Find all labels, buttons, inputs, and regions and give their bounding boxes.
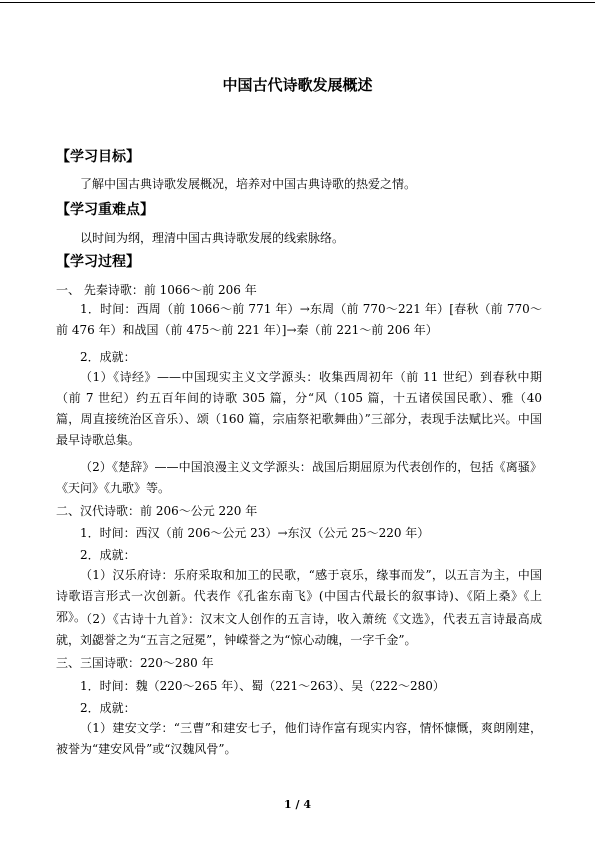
- goal-text: 了解中国古典诗歌发展概况，培养对中国古典诗歌的热爱之情。: [80, 177, 417, 191]
- yuefu-paragraph: （1）汉乐府诗：乐府采取和加工的民歌，“感于哀乐，缘事而发”，以五言为主，中国诗歌语言形式一次创新。代表作《孔雀东南飞》(中国古代最长的叙事诗)、《陌上桑》《上邪》。: [56, 568, 542, 624]
- page-title: 中国古代诗歌发展概述: [222, 76, 373, 94]
- key-text: 以时间为纲，理清中国古典诗歌发展的线索脉络。: [80, 231, 345, 245]
- page-number: 1 / 4: [284, 798, 311, 811]
- nineteen-poems-paragraph: （2）《古诗十九首》：汉末文人创作的五言诗，收入萧统《文选》，代表五言诗最高成就，刘勰誉之为“五言之冠冕”，钟嵘誉之为“惊心动魄，一字千金”。: [56, 612, 542, 647]
- key-heading: 【学习重难点】: [56, 202, 154, 218]
- three-kingdoms-time: 1．时间：魏（220～265 年）、蜀（221～263）、吴（222～280）: [80, 679, 445, 693]
- section-pre-qin: 一、 先秦诗歌：前 1066～前 206 年: [56, 283, 257, 297]
- header-rule: [0, 2, 595, 3]
- process-heading: 【学习过程】: [56, 254, 140, 270]
- three-kingdoms-achievement-label: 2．成就：: [80, 701, 136, 715]
- section-three-kingdoms: 三、三国诗歌：220～280 年: [56, 656, 214, 670]
- han-achievement-label: 2．成就：: [80, 548, 136, 562]
- han-time: 1．时间：西汉（前 206～公元 23）→东汉（公元 25～220 年）: [80, 526, 430, 540]
- pre-qin-time: 1．时间：西周（前 1066～前 771 年）→东周（前 770～221 年）[春秋（前 770～前 476 年）和战国（前 475～前 221 年）]→秦（前 221～前 206 年）: [56, 302, 542, 337]
- goal-heading: 【学习目标】: [56, 149, 140, 165]
- chuci-paragraph: （2）《楚辞》——中国浪漫主义文学源头：战国后期屈原为代表创作的，包括《离骚》《天问》《九歌》等。: [56, 460, 542, 495]
- jian-an-paragraph: （1）建安文学：“三曹”和建安七子，他们诗作富有现实内容，情怀慷慨，爽朗刚建，被誉为“建安风骨”或“汉魏风骨”。: [56, 721, 542, 756]
- shijing-paragraph: （1）《诗经》——中国现实主义文学源头：收集西周初年（前 11 世纪）到春秋中期（前 7 世纪）约五百年间的诗歌 305 篇，分“风（105 篇，十五诸侯国民歌）、雅（40 篇，周直接统治区音乐）、颂（160 篇，宗庙祭祀歌舞曲）”三部分，表现手法赋比兴。中国最早诗歌总集。: [56, 370, 542, 447]
- section-han: 二、汉代诗歌：前 206～公元 220 年: [56, 504, 258, 518]
- pre-qin-achievement-label: 2．成就：: [80, 350, 136, 364]
